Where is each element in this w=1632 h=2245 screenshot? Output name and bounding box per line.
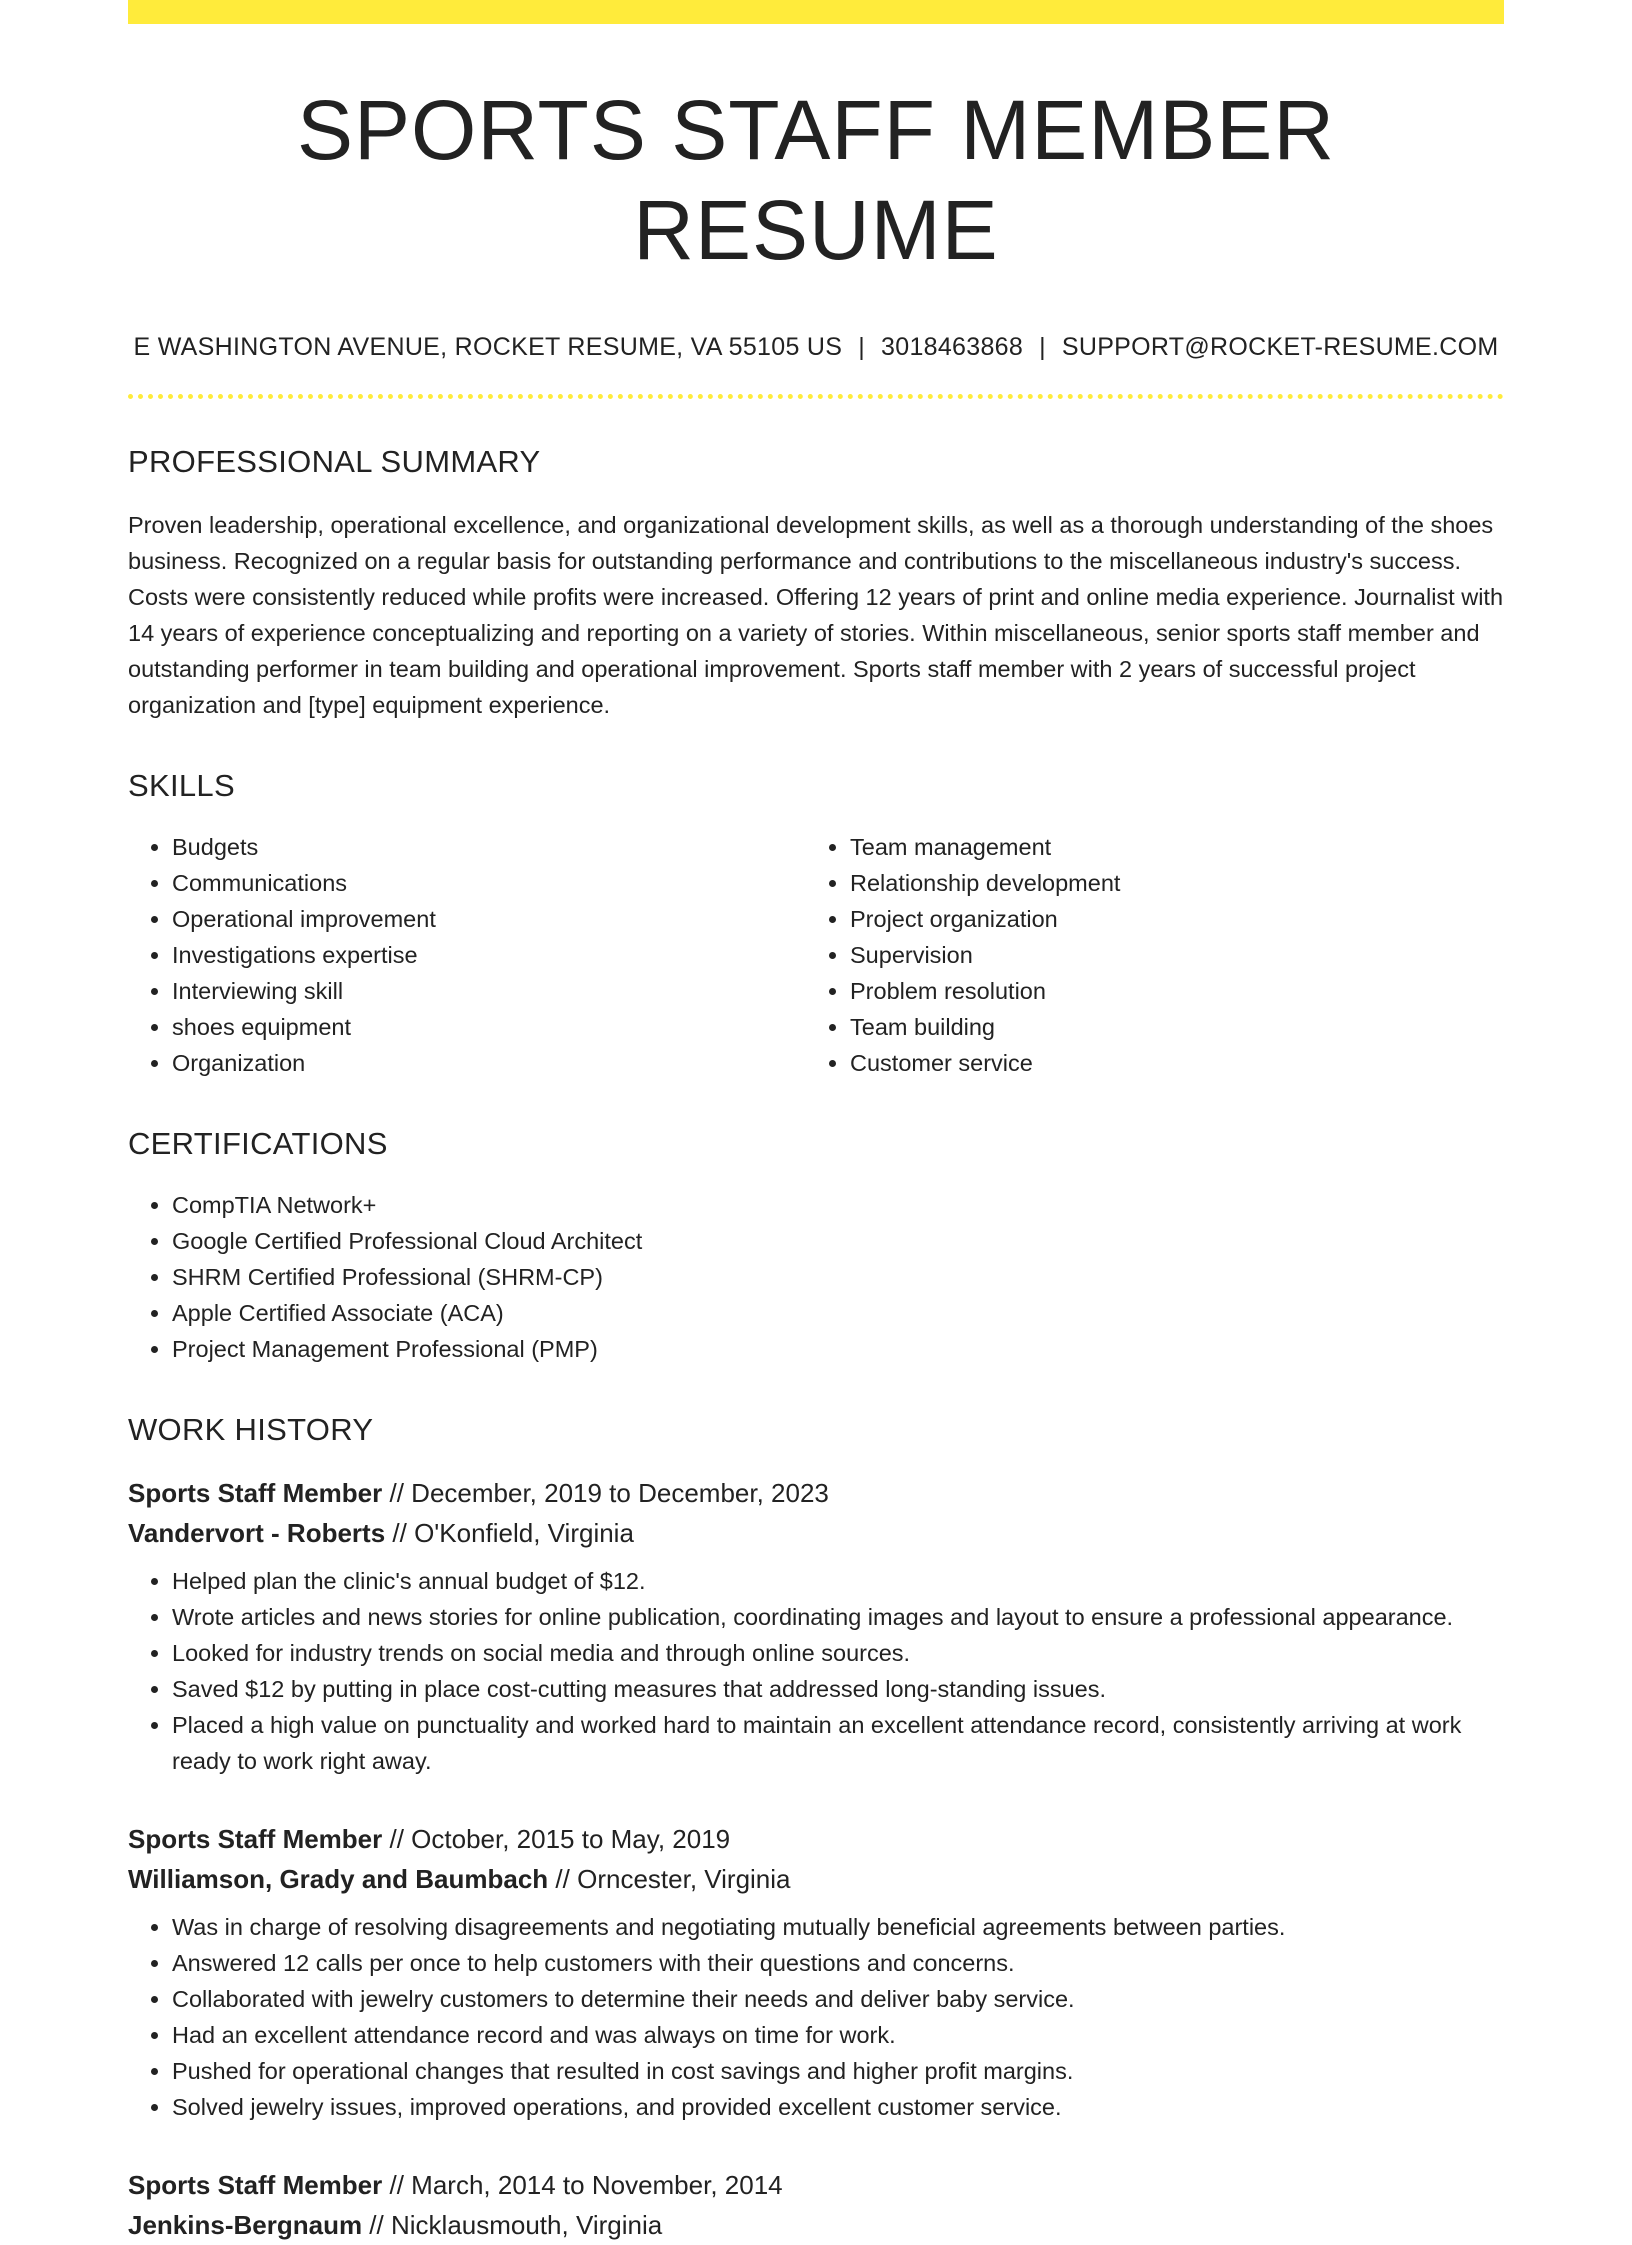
certification-item: • Project Management Professional (PMP) <box>172 1331 1504 1367</box>
dotted-divider <box>128 394 1504 399</box>
job-bullet: • Had an excellent attendance record and was always on time for work. <box>172 2017 1504 2053</box>
certification-item: • CompTIA Network+ <box>172 1187 1504 1223</box>
certification-item: • Google Certified Professional Cloud Architect <box>172 1223 1504 1259</box>
job-bullet: • Helped plan the clinic's annual budget of $12. <box>172 1563 1504 1599</box>
job-bullet: • Answered 12 calls per once to help customers with their questions and concerns. <box>172 1945 1504 1981</box>
contact-separator: | <box>1039 333 1046 361</box>
job-location: Nicklausmouth, Virginia <box>390 2210 663 2240</box>
skill-item: • Budgets <box>172 829 806 865</box>
job-entry <box>128 2165 1504 2245</box>
job-divider: // <box>382 1478 412 1508</box>
skills-heading: SKILLS <box>128 768 235 803</box>
job-company: Williamson, Grady and Baumbach <box>128 1864 549 1894</box>
skill-item: • Relationship development <box>850 865 1484 901</box>
job-title-line <box>128 1473 1504 1513</box>
certification-item: • Apple Certified Associate (ACA) <box>172 1295 1504 1331</box>
skills-list <box>128 829 1504 1081</box>
job-bullet: • Placed a high value on punctuality and worked hard to maintain an excellent attendance record, consistently arriving at work ready to work right away. <box>172 1707 1504 1779</box>
skills-list-right <box>806 829 1484 1081</box>
skills-column-left <box>128 829 806 1081</box>
contact-email: SUPPORT@ROCKET-RESUME.COM <box>1061 333 1499 361</box>
skill-item: • Customer service <box>850 1045 1484 1081</box>
job-divider: // <box>548 1864 578 1894</box>
job-dates: December, 2019 to December, 2023 <box>411 1478 829 1508</box>
job-dates: March, 2014 to November, 2014 <box>411 2170 783 2200</box>
contact-line <box>128 332 1504 362</box>
job-divider: // <box>362 2210 391 2240</box>
certification-item: • SHRM Certified Professional (SHRM-CP) <box>172 1259 1504 1295</box>
job-bullet: • Was in charge of resolving disagreements and negotiating mutually beneficial agreements between parties. <box>172 1909 1504 1945</box>
certifications-heading: CERTIFICATIONS <box>128 1126 388 1161</box>
resume-title: SPORTS STAFF MEMBER RESUME <box>297 83 1335 277</box>
job-company: Vandervort - Roberts <box>128 1518 386 1548</box>
job-company: Jenkins-Bergnaum <box>128 2210 363 2240</box>
job-company-line <box>128 1513 1504 1553</box>
job-title: Sports Staff Member <box>128 1824 383 1854</box>
job-bullet: • Looked for industry trends on social media and through online sources. <box>172 1635 1504 1671</box>
skill-item: • Problem resolution <box>850 973 1484 1009</box>
job-company-line <box>128 1859 1504 1899</box>
job-dates: October, 2015 to May, 2019 <box>411 1824 731 1854</box>
job-location: Orncester, Virginia <box>577 1864 791 1894</box>
job-entry <box>128 1819 1504 2125</box>
summary-text: Proven leadership, operational excellence, and organizational development skills, as well as a thorough understanding of the shoes business. Recognized on a regular basis for outstanding performance and contributions to the miscellaneous industry's success. Costs were consistently reduced while profits were increased. Offering 12 years of print and online media experience. Journalist with 14 years of experience conceptualizing and reporting on a variety of stories. Within miscellaneous, senior sports staff member and outstanding performer in team building and operational improvement. Sports staff member with 2 years of successful project organization and [type] equipment experience. <box>128 512 1504 718</box>
resume-page <box>128 0 1504 2245</box>
job-divider: // <box>385 1518 415 1548</box>
job-title-line <box>128 2165 1504 2205</box>
skill-item: • Organization <box>172 1045 806 1081</box>
skills-list-left <box>128 829 806 1081</box>
job-bullet: • Collaborated with jewelry customers to determine their needs and deliver baby service. <box>172 1981 1504 2017</box>
skill-item: • Supervision <box>850 937 1484 973</box>
skill-item: • Operational improvement <box>172 901 806 937</box>
contact-address: E WASHINGTON AVENUE, ROCKET RESUME, VA 55105 US <box>133 333 843 361</box>
job-bullet: • Saved $12 by putting in place cost-cutting measures that addressed long-standing issues. <box>172 1671 1504 1707</box>
summary-heading: PROFESSIONAL SUMMARY <box>128 444 541 479</box>
job-title-line <box>128 1819 1504 1859</box>
job-location: O'Konfield, Virginia <box>414 1518 634 1548</box>
job-company-line <box>128 2205 1504 2245</box>
job-entry <box>128 1473 1504 1779</box>
skill-item: • Communications <box>172 865 806 901</box>
skills-column-right <box>806 829 1484 1081</box>
contact-phone: 3018463868 <box>881 333 1024 361</box>
job-bullet-list <box>128 1563 1504 1779</box>
contact-separator: | <box>858 333 866 361</box>
job-divider: // <box>382 1824 412 1854</box>
job-bullet: • Solved jewelry issues, improved operations, and provided excellent customer service. <box>172 2089 1504 2125</box>
skill-item: • Investigations expertise <box>172 937 806 973</box>
job-bullet-list <box>128 1909 1504 2125</box>
work-history-heading: WORK HISTORY <box>128 1412 374 1447</box>
job-title: Sports Staff Member <box>128 2170 383 2200</box>
certifications-list <box>128 1187 1504 1367</box>
job-divider: // <box>382 2170 412 2200</box>
skill-item: • shoes equipment <box>172 1009 806 1045</box>
skill-item: • Team management <box>850 829 1484 865</box>
job-title: Sports Staff Member <box>128 1478 383 1508</box>
skill-item: • Interviewing skill <box>172 973 806 1009</box>
job-bullet: • Pushed for operational changes that resulted in cost savings and higher profit margins. <box>172 2053 1504 2089</box>
job-bullet: • Wrote articles and news stories for online publication, coordinating images and layout to ensure a professional appearance. <box>172 1599 1504 1635</box>
skill-item: • Team building <box>850 1009 1484 1045</box>
skill-item: • Project organization <box>850 901 1484 937</box>
